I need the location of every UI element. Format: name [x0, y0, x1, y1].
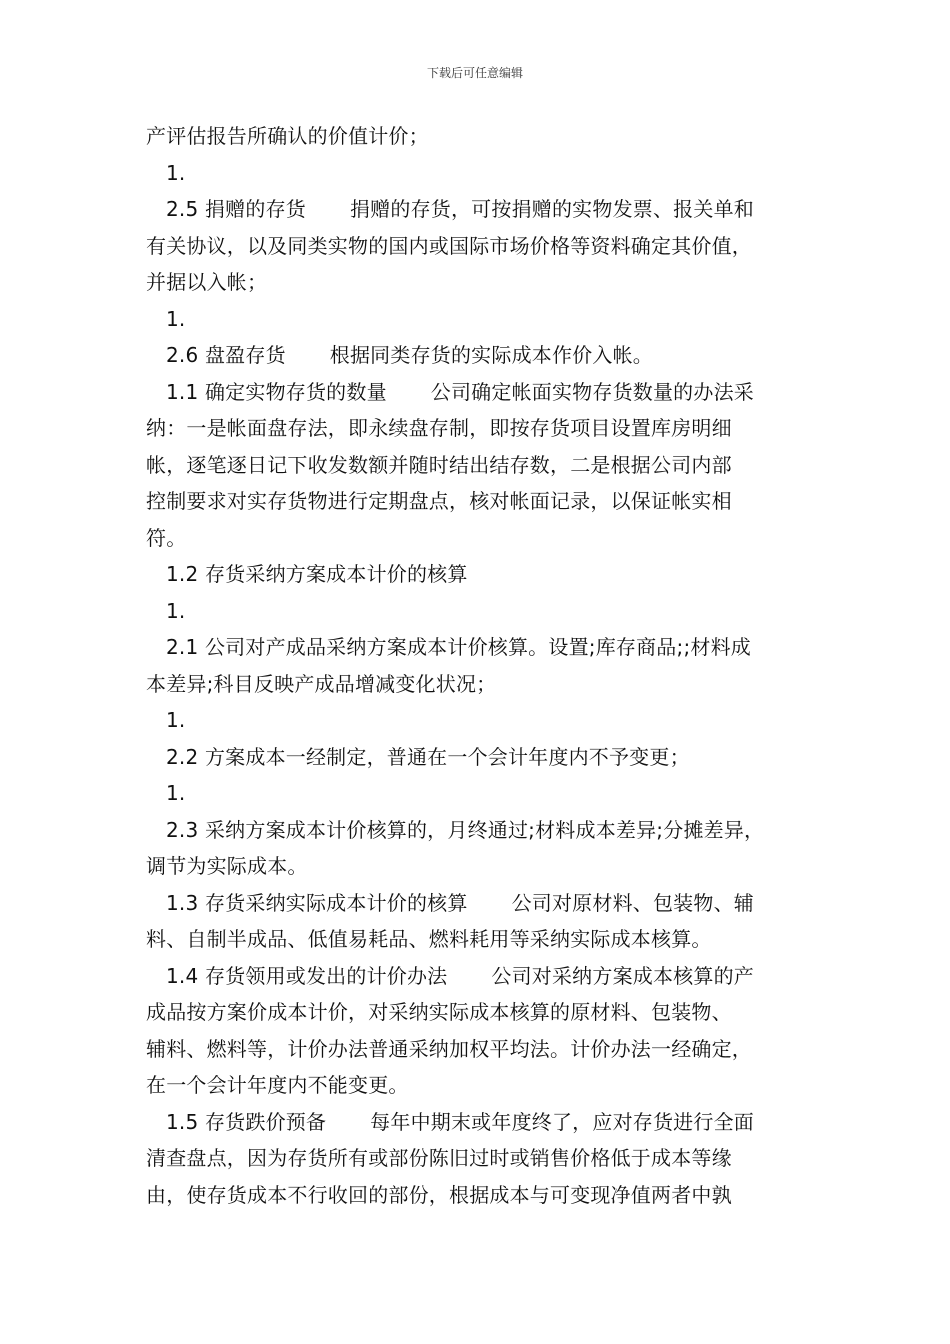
section-heading: 1.2 存货采纳方案成本计价的核算: [166, 562, 468, 586]
document-body: [146, 118, 814, 1213]
text-line: 在一个会计年度内不能变更。: [146, 1073, 409, 1097]
text-line: 成品按方案价成本计价，对采纳实际成本核算的原材料、包装物、: [146, 1000, 732, 1024]
text-line: 2.1 公司对产成品采纳方案成本计价核算。设置;库存商品;;材料成: [166, 635, 751, 659]
text-line: 由，使存货成本不行收回的部份，根据成本与可变现净值两者中孰: [146, 1182, 732, 1207]
section-text: 公司对采纳方案成本核算的产: [491, 963, 754, 988]
text-line: 控制要求对实存货物进行定期盘点，核对帐面记录，以保证帐实相: [146, 489, 732, 513]
text-line: [146, 374, 814, 411]
text-line: [146, 337, 814, 374]
text-line: 调节为实际成本。: [146, 854, 308, 878]
text-line: 符。: [146, 525, 187, 550]
section-heading: 1.1 确定实物存货的数量: [166, 379, 387, 404]
text-line: 本差异;科目反映产成品增减变化状况；: [146, 671, 497, 696]
text-line: [146, 885, 814, 922]
page-header: 下载后可任意编辑: [426, 66, 523, 80]
section-heading: 2.5 捐赠的存货: [166, 197, 306, 221]
text-line: [146, 958, 814, 995]
text-line: 辅料、燃料等，计价办法普通采纳加权平均法。计价办法一经确定，: [146, 1036, 752, 1061]
text-line: 1.: [166, 598, 186, 623]
text-line: 帐，逐笔逐日记下收发数额并随时结出结存数，二是根据公司内部: [146, 452, 732, 477]
section-text: 捐赠的存货，可按捐赠的实物发票、报关单和: [349, 197, 754, 221]
section-text: 根据同类存货的实际成本作价入帐。: [329, 343, 653, 367]
text-line: 2.2 方案成本一经制定，普通在一个会计年度内不予变更；: [166, 744, 690, 769]
text-line: 产评估报告所确认的价值计价；: [146, 124, 429, 148]
section-heading: 1.4 存货领用或发出的计价办法: [166, 963, 448, 988]
text-line: 纳：一是帐面盘存法，即永续盘存制，即按存货项目设置库房明细: [146, 416, 732, 440]
text-line: 并据以入帐；: [146, 270, 268, 294]
text-line: [146, 191, 814, 228]
text-line: 清查盘点，因为存货所有或部份陈旧过时或销售价格低于成本等缘: [146, 1146, 732, 1170]
section-heading: 2.6 盘盈存货: [166, 343, 286, 367]
section-heading: 1.5 存货跌价预备: [166, 1109, 327, 1134]
text-line: [146, 1104, 814, 1141]
text-line: 2.3 采纳方案成本计价核算的，月终通过;材料成本差异;分摊差异，: [166, 817, 765, 842]
section-text: 每年中期末或年度终了，应对存货进行全面: [370, 1109, 754, 1134]
text-line: 1.: [166, 160, 186, 185]
text-line: 1.: [166, 781, 186, 805]
section-text: 公司对原材料、包装物、辅: [511, 890, 754, 915]
text-line: 料、自制半成品、低值易耗品、燃料耗用等采纳实际成本核算。: [146, 927, 712, 951]
text-line: 1.: [166, 306, 186, 331]
section-text: 公司确定帐面实物存货数量的办法采: [430, 379, 754, 404]
section-heading: 1.3 存货采纳实际成本计价的核算: [166, 890, 468, 915]
text-line: 有关协议，以及同类实物的国内或国际市场价格等资料确定其价值，: [146, 233, 752, 258]
text-line: 1.: [166, 708, 186, 732]
